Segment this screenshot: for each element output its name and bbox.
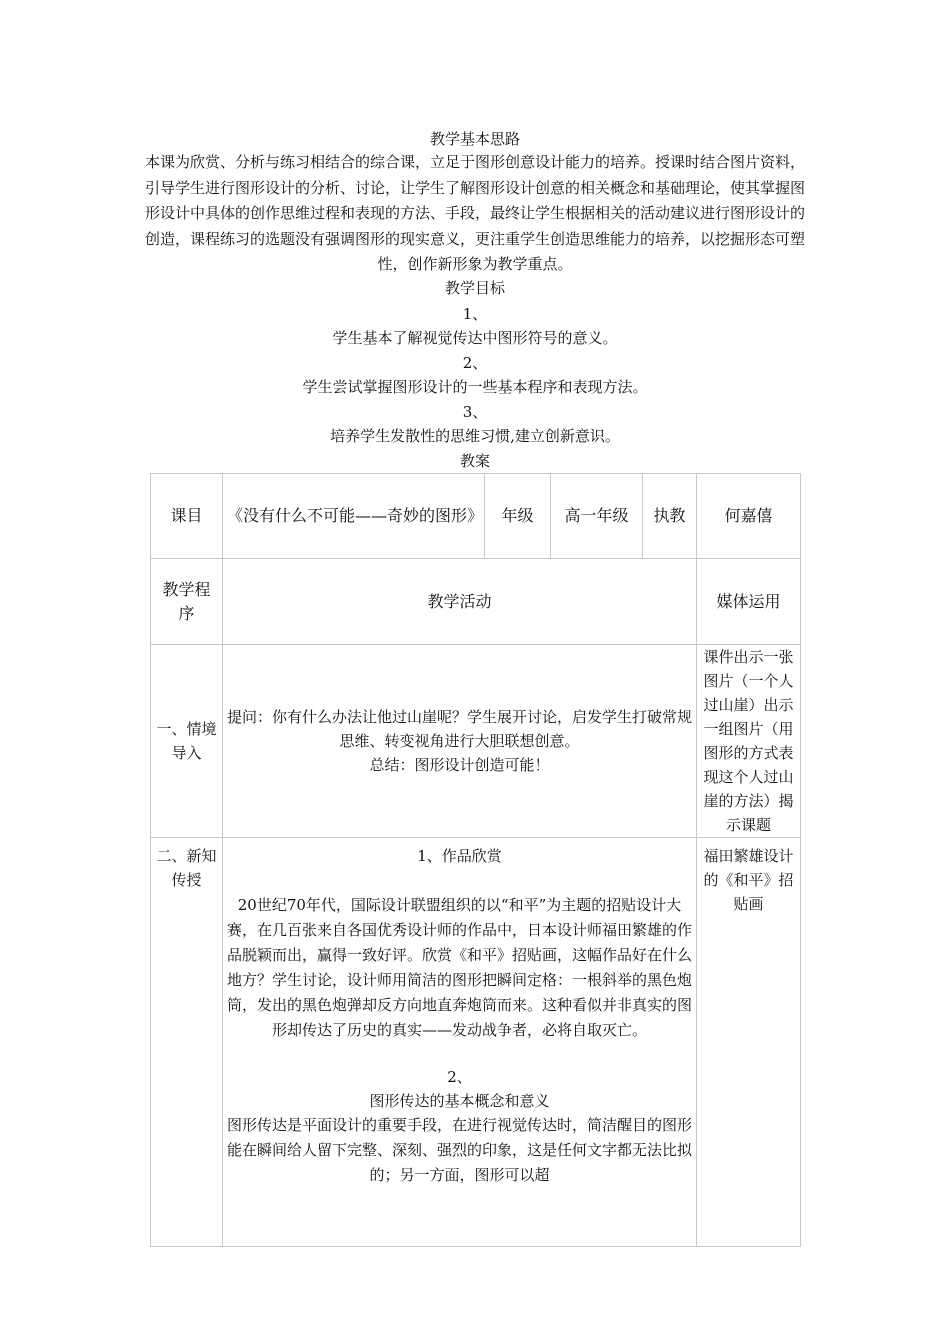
lesson-plan-table [150,473,801,1247]
goal-2-text: 学生尝试掌握图形设计的一些基本程序和表现方法。 [302,378,648,396]
activity-question: 提问：你有什么办法让他过山崖呢？学生展开讨论，启发学生打破常规思维、转变视角进行大胆联想创意。 [227,708,693,750]
table-row [151,645,801,838]
activity-paragraph: 图形传达是平面设计的重要手段，在进行视觉传达时，简洁醒目的图形能在瞬间给人留下完整、深刻、强烈的印象，这是任何文字都无法比拟的；另一方面，图形可以超 [227,1116,693,1184]
subject-value: 《没有什么不可能——奇妙的图形》 [223,474,485,559]
goal-3-number: 3、 [462,403,488,421]
subject-label: 课目 [151,474,223,559]
activity-cell [223,645,697,838]
activity-summary: 总结：图形设计创造可能！ [369,756,550,774]
goal-2-number: 2、 [462,354,488,372]
thinking-title: 教学基本思路 [429,130,520,148]
teacher-label: 执教 [643,474,697,559]
stage-cell: 一、情境导入 [151,645,223,838]
table-row [151,838,801,1247]
media-cell: 福田繁雄设计的《和平》招贴画 [697,838,801,1247]
goal-1-number: 1、 [462,305,488,323]
grade-value: 高一年级 [551,474,643,559]
activity-heading: 1、作品欣赏 [417,847,502,865]
stage-cell: 二、新知传授 [151,838,223,1247]
activity-heading: 图形传达的基本概念和意义 [369,1092,550,1110]
header-row [151,474,801,559]
teacher-value: 何嘉僖 [697,474,801,559]
activity-header: 教学活动 [223,559,697,645]
goal-1-text: 学生基本了解视觉传达中图形符号的意义。 [332,329,618,347]
activity-paragraph: 20世纪70年代，国际设计联盟组织的以“和平”为主题的招贴设计大赛，在几百张来自各国优秀设计师的作品中，日本设计师福田繁雄的作品脱颖而出，赢得一致好评。欣赏《和平》招贴画，这幅作品好在什么地方？学生讨论，设计师用简洁的图形把瞬间定格：一根斜举的黑色炮筒，发出的黑色炮弹却反方向地直奔炮筒而来。这种看似并非真实的图形却传达了历史的真实——发动战争者，必将自取灭亡。 [227,896,693,1039]
lesson-plan-title: 教案 [459,452,490,470]
procedure-header: 教学程序 [151,559,223,645]
thinking-body: 本课为欣赏、分析与练习相结合的综合课，立足于图形创意设计能力的培养。授课时结合图片资料，引导学生进行图形设计的分析、讨论，让学生了解图形设计创意的相关概念和基础理论，使其掌握图形设计中具体的创作思维过程和表现的方法、手段，最终让学生根据相关的活动建议进行图形设计的创造，课程练习的选题没有强调图形的现实意义，更注重学生创造思维能力的培养，以挖掘形态可塑性，创作新形象为教学重点。 [144,153,805,274]
media-header: 媒体运用 [697,559,801,645]
grade-label: 年级 [485,474,551,559]
column-header-row [151,559,801,645]
goal-3-text: 培养学生发散性的思维习惯,建立创新意识。 [330,427,620,445]
media-cell: 课件出示一张图片（一个人过山崖）出示一组图片（用图形的方式表现这个人过山崖的方法）揭示课题 [697,645,801,838]
activity-number: 2、 [447,1068,472,1086]
activity-cell [223,838,697,1247]
goals-title: 教学目标 [444,279,505,297]
